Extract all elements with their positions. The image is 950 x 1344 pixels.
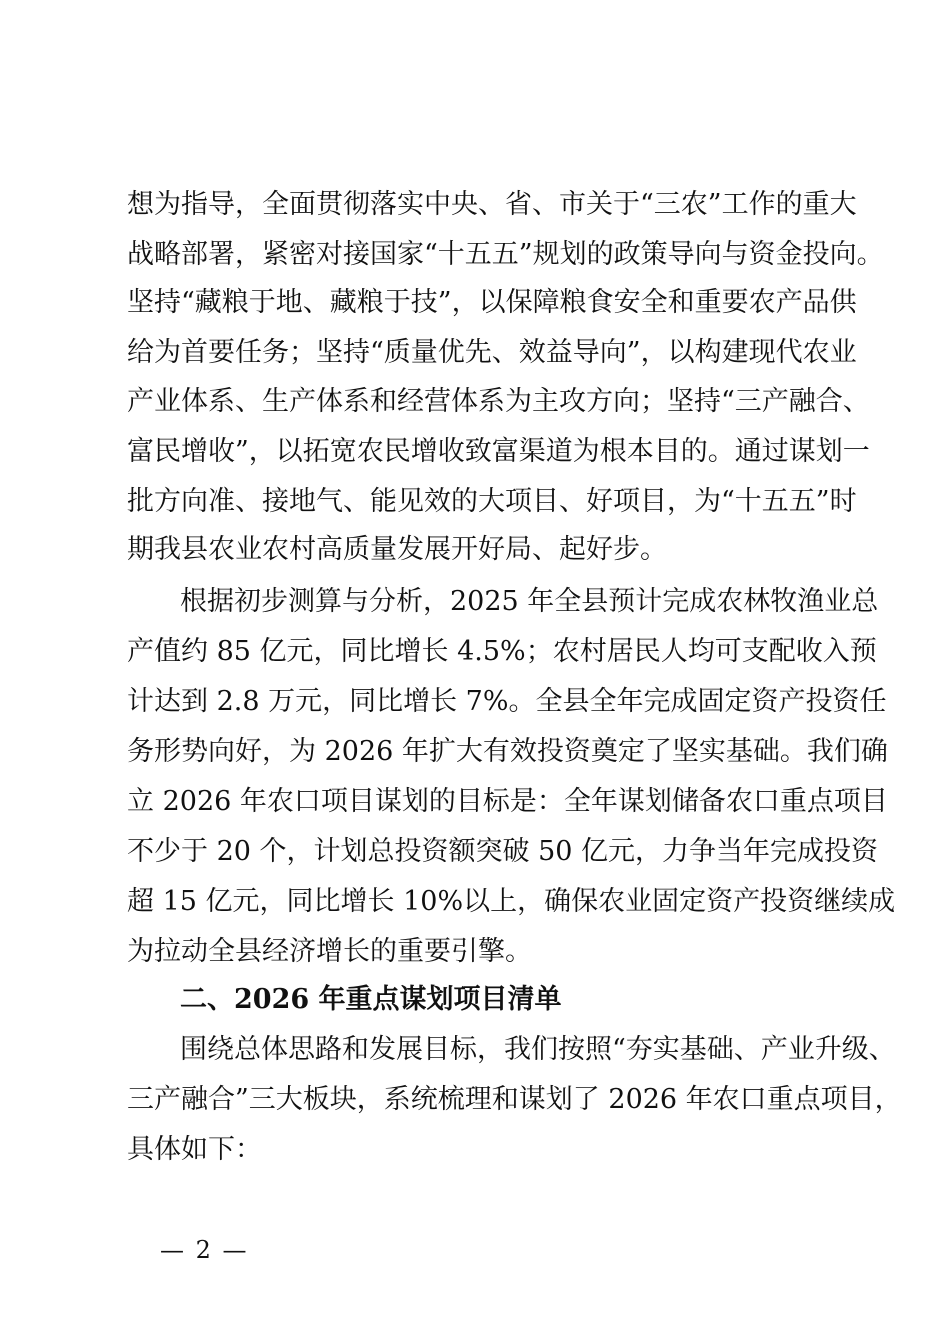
paragraph-line: 具体如下： bbox=[127, 1134, 262, 1165]
paragraph-line: 产值约 85 亿元，同比增长 4.5%；农村居民人均可支配收入预 bbox=[127, 636, 877, 667]
paragraph-line: 给为首要任务；坚持“质量优先、效益导向”，以构建现代农业 bbox=[127, 337, 857, 368]
paragraph-line: 计达到 2.8 万元，同比增长 7%。全县全年完成固定资产投资任 bbox=[127, 686, 887, 717]
page-number: — 2 — bbox=[160, 1236, 249, 1264]
section-heading: 二、2026 年重点谋划项目清单 bbox=[180, 984, 562, 1015]
paragraph-line: 坚持“藏粮于地、藏粮于技”，以保障粮食安全和重要农产品供 bbox=[127, 287, 857, 318]
paragraph-line: 想为指导，全面贯彻落实中央、省、市关于“三农”工作的重大 bbox=[127, 189, 857, 220]
paragraph-line: 根据初步测算与分析，2025 年全县预计完成农林牧渔业总 bbox=[180, 586, 879, 617]
paragraph-line: 战略部署，紧密对接国家“十五五”规划的政策导向与资金投向。 bbox=[127, 239, 884, 270]
paragraph-line: 期我县农业农村高质量发展开好局、起好步。 bbox=[127, 534, 667, 565]
paragraph-line: 立 2026 年农口项目谋划的目标是：全年谋划储备农口重点项目 bbox=[127, 786, 888, 817]
paragraph-line: 务形势向好，为 2026 年扩大有效投资奠定了坚实基础。我们确 bbox=[127, 736, 888, 767]
paragraph-line: 批方向准、接地气、能见效的大项目、好项目，为“十五五”时 bbox=[127, 486, 857, 517]
paragraph-line: 三产融合”三大板块，系统梳理和谋划了 2026 年农口重点项目， bbox=[127, 1084, 902, 1115]
paragraph-line: 产业体系、生产体系和经营体系为主攻方向；坚持“三产融合、 bbox=[127, 386, 870, 417]
paragraph-line: 为拉动全县经济增长的重要引擎。 bbox=[127, 936, 532, 967]
paragraph-line: 不少于 20 个，计划总投资额突破 50 亿元，力争当年完成投资 bbox=[127, 836, 879, 867]
paragraph-line: 围绕总体思路和发展目标，我们按照“夯实基础、产业升级、 bbox=[180, 1034, 896, 1065]
paragraph-line: 富民增收”，以拓宽农民增收致富渠道为根本目的。通过谋划一 bbox=[127, 436, 870, 467]
paragraph-line: 超 15 亿元，同比增长 10%以上，确保农业固定资产投资继续成 bbox=[127, 886, 896, 917]
